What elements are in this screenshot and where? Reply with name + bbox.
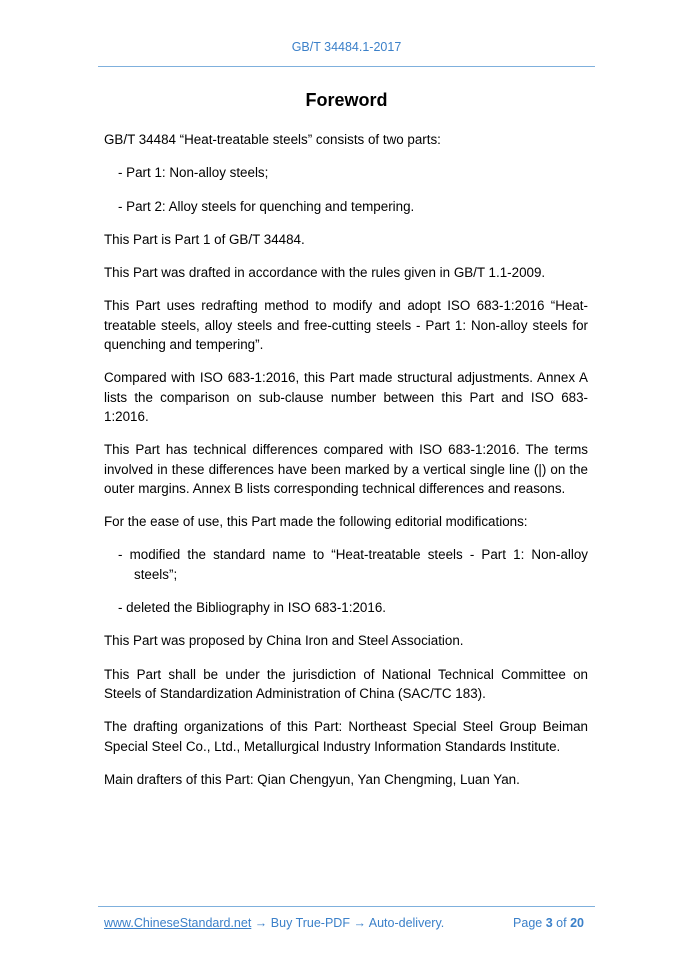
list-item-modified-name: - modified the standard name to “Heat-treatable steels - Part 1: Non-alloy steels”; (118, 547, 588, 582)
buy-pdf-text: Buy True-PDF (270, 916, 350, 930)
footer-divider (98, 906, 595, 907)
arrow-right-icon: → (353, 916, 366, 930)
paragraph-parts-intro: GB/T 34484 “Heat-treatable steels” consists of two parts: (104, 132, 441, 147)
arrow-right-icon: → (254, 916, 268, 930)
page-of: of (556, 916, 567, 930)
page-title: Foreword (305, 90, 388, 110)
running-header (0, 40, 693, 54)
list-item-deleted-bibliography: - deleted the Bibliography in ISO 683-1:2016. (118, 600, 386, 616)
page-total: 20 (570, 916, 584, 930)
auto-delivery-text: Auto-delivery. (368, 916, 445, 930)
paragraph-adoption: This Part uses redrafting method to modify and adopt ISO 683-1:2016 “Heat-treatable steels, alloy steels and free-cutting steels - Part 1: Non-alloy steels for quenching and tempering”. (104, 298, 588, 353)
header-divider (98, 66, 595, 67)
paragraph-drafting-rules: This Part was drafted in accordance with the rules given in GB/T 1.1-2009. (104, 265, 546, 281)
page-footer (104, 916, 584, 930)
page-label: Page (513, 916, 543, 930)
page-number (513, 916, 584, 930)
list-item-part-2: - Part 2: Alloy steels for quenching and tempering. (118, 198, 415, 214)
paragraph-technical-differences: This Part has technical differences compared with ISO 683-1:2016. The terms involved in these differences have been marked by a vertical single line (|) on the outer margins. Annex B lists corresponding technical differences and reasons. (104, 442, 588, 496)
paragraph-part-of: This Part is Part 1 of GB/T 34484. (104, 231, 305, 247)
paragraph-proposed-by: This Part was proposed by China Iron and Steel Association. (104, 633, 464, 649)
list-item-part-1: - Part 1: Non-alloy steels; (118, 165, 269, 181)
paragraph-drafters: Main drafters of this Part: Qian Chengyun, Yan Chengming, Luan Yan. (104, 771, 520, 787)
document-id: GB/T 34484.1-2017 (291, 40, 402, 54)
paragraph-structural: Compared with ISO 683-1:2016, this Part made structural adjustments. Annex A lists the comparison on sub-clause number between this Part and ISO 683-1:2016. (104, 370, 588, 424)
paragraph-jurisdiction: This Part shall be under the jurisdiction of National Technical Committee on Steels of Standardization Administration of China (SAC/TC 183). (104, 666, 588, 701)
foreword-body (104, 130, 588, 803)
paragraph-editorial-intro: For the ease of use, this Part made the following editorial modifications: (104, 514, 528, 530)
page-current: 3 (545, 916, 553, 930)
paragraph-drafting-orgs: The drafting organizations of this Part: Northeast Special Steel Group Beiman Special Steel Co., Ltd., Metallurgical Industry Information Standards Institute. (104, 719, 588, 754)
website-link[interactable]: www.ChineseStandard.net (104, 916, 252, 930)
